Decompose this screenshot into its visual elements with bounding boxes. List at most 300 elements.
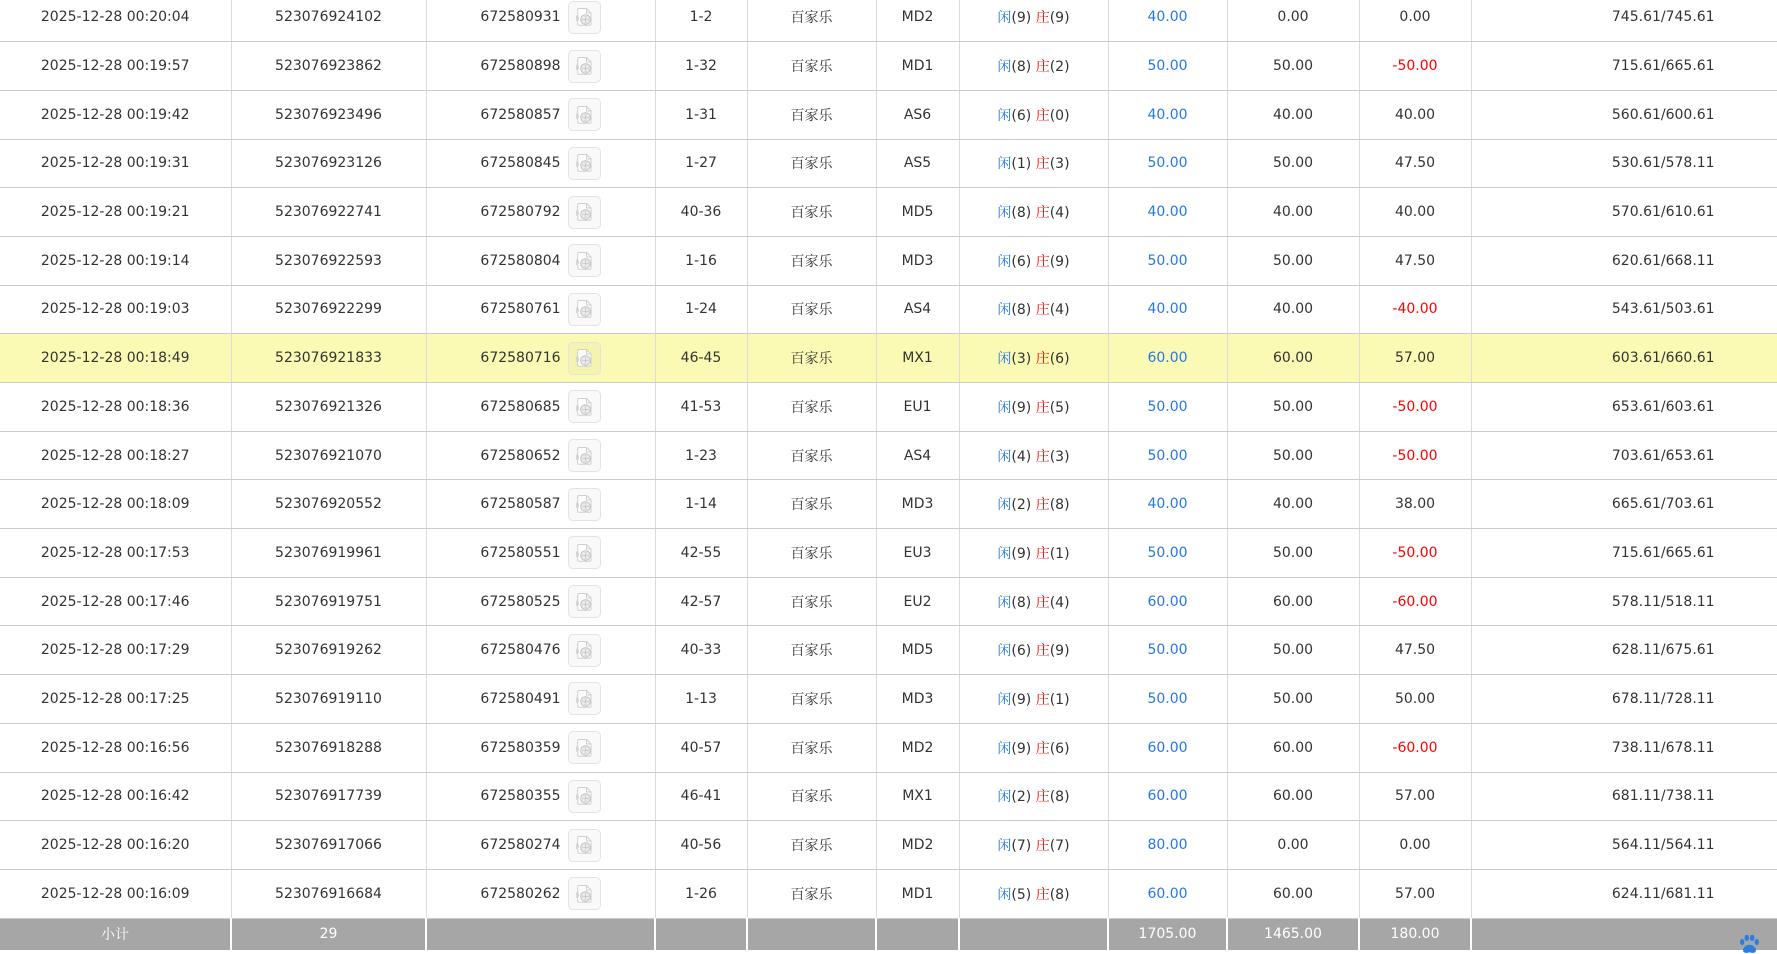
table-row[interactable]: [0, 0, 1777, 42]
replay-video-button[interactable]: [568, 98, 601, 131]
bet-amount-cell: [1108, 869, 1227, 918]
replay-video-button[interactable]: [568, 196, 601, 229]
table-code: AS4: [876, 285, 959, 334]
game-type: 百家乐: [747, 723, 876, 772]
game-type: 百家乐: [747, 529, 876, 578]
win-loss: 57.00: [1359, 869, 1471, 918]
player-score: (8): [1011, 302, 1032, 319]
player-label: 闲: [997, 740, 1012, 757]
banker-label: 庄: [1035, 594, 1050, 611]
player-label: 闲: [997, 351, 1012, 368]
game-id: 672580274: [480, 837, 561, 854]
bet-amount-link[interactable]: 40.00: [1147, 9, 1188, 26]
game-id: 672580857: [480, 106, 561, 123]
shoe-round: 1-31: [655, 90, 747, 139]
player-score: (9): [1011, 691, 1032, 708]
shoe-round: 1-23: [655, 431, 747, 480]
subtotal-valid-total: 1465.00: [1227, 918, 1359, 950]
banker-score: (4): [1049, 205, 1070, 222]
table-code: AS4: [876, 431, 959, 480]
player-label: 闲: [997, 399, 1012, 416]
game-id-cell: [426, 188, 655, 237]
banker-score: (3): [1049, 156, 1070, 173]
player-label: 闲: [997, 10, 1012, 27]
bet-amount-link[interactable]: 40.00: [1147, 106, 1188, 123]
bet-amount-cell: [1108, 0, 1227, 42]
banker-score: (8): [1049, 886, 1070, 903]
game-id-cell: [426, 42, 655, 91]
replay-video-button[interactable]: [568, 50, 601, 83]
player-score: (6): [1011, 107, 1032, 124]
bet-id: 523076923862: [231, 42, 426, 91]
balance-before-after: 578.11/518.11: [1471, 577, 1777, 626]
banker-score: (8): [1049, 789, 1070, 806]
balance-before-after: 681.11/738.11: [1471, 772, 1777, 821]
player-label: 闲: [997, 594, 1012, 611]
bet-amount-link[interactable]: 50.00: [1147, 544, 1188, 561]
player-label: 闲: [997, 59, 1012, 76]
bet-amount-link[interactable]: 50.00: [1147, 690, 1188, 707]
win-loss: 0.00: [1359, 821, 1471, 870]
video-file-icon: [573, 396, 595, 418]
table-row[interactable]: [0, 480, 1777, 529]
bet-id: 523076921833: [231, 334, 426, 383]
game-type: 百家乐: [747, 139, 876, 188]
player-label: 闲: [997, 497, 1012, 514]
banker-label: 庄: [1035, 545, 1050, 562]
game-type: 百家乐: [747, 334, 876, 383]
game-id-cell: [426, 480, 655, 529]
subtotal-record-count: 29: [231, 918, 426, 950]
player-score: (5): [1011, 886, 1032, 903]
game-result: [959, 480, 1108, 529]
banker-score: (4): [1049, 302, 1070, 319]
bet-amount-link[interactable]: 50.00: [1147, 155, 1188, 172]
replay-video-button[interactable]: [568, 488, 601, 521]
table-code: EU3: [876, 529, 959, 578]
subtotal-empty-cell: [747, 918, 876, 950]
game-id: 672580931: [480, 9, 561, 26]
replay-video-button[interactable]: [568, 634, 601, 667]
table-row[interactable]: [0, 188, 1777, 237]
bet-time: 2025-12-28 00:17:46: [0, 577, 231, 626]
game-result: [959, 772, 1108, 821]
win-loss: 50.00: [1359, 675, 1471, 724]
player-score: (9): [1011, 545, 1032, 562]
game-type: 百家乐: [747, 577, 876, 626]
player-score: (3): [1011, 351, 1032, 368]
game-id: 672580761: [480, 301, 561, 318]
game-result: [959, 675, 1108, 724]
subtotal-label: 小计: [0, 918, 231, 950]
win-loss: 57.00: [1359, 334, 1471, 383]
replay-video-button[interactable]: [568, 293, 601, 326]
player-score: (9): [1011, 399, 1032, 416]
player-score: (7): [1011, 838, 1032, 855]
bet-amount-cell: [1108, 821, 1227, 870]
player-label: 闲: [997, 205, 1012, 222]
win-loss: 40.00: [1359, 90, 1471, 139]
table-code: AS6: [876, 90, 959, 139]
subtotal-bet-total: 1705.00: [1108, 918, 1227, 950]
win-loss: -50.00: [1359, 42, 1471, 91]
balance-before-after: 678.11/728.11: [1471, 675, 1777, 724]
subtotal-winloss-total: 180.00: [1359, 918, 1471, 950]
shoe-round: 1-24: [655, 285, 747, 334]
table-code: MD3: [876, 236, 959, 285]
video-file-icon: [573, 347, 595, 369]
table-row[interactable]: [0, 626, 1777, 675]
table-code: MD3: [876, 480, 959, 529]
bet-amount-cell: [1108, 42, 1227, 91]
video-file-icon: [573, 542, 595, 564]
game-id-cell: [426, 383, 655, 432]
video-file-icon: [573, 250, 595, 272]
game-result: [959, 334, 1108, 383]
win-loss: 47.50: [1359, 236, 1471, 285]
table-code: MD1: [876, 42, 959, 91]
banker-score: (6): [1049, 740, 1070, 757]
banker-label: 庄: [1035, 448, 1050, 465]
shoe-round: 41-53: [655, 383, 747, 432]
game-id-cell: [426, 869, 655, 918]
shoe-round: 1-2: [655, 0, 747, 42]
valid-amount: 50.00: [1227, 236, 1359, 285]
video-file-icon: [573, 834, 595, 856]
banker-label: 庄: [1035, 351, 1050, 368]
replay-video-button[interactable]: [568, 536, 601, 569]
balance-before-after: 560.61/600.61: [1471, 90, 1777, 139]
game-id: 672580898: [480, 58, 561, 75]
game-id: 672580355: [480, 788, 561, 805]
balance-before-after: 703.61/653.61: [1471, 431, 1777, 480]
replay-video-button[interactable]: [568, 731, 601, 764]
game-id: 672580792: [480, 204, 561, 221]
bet-amount-link[interactable]: 50.00: [1147, 447, 1188, 464]
subtotal-empty-cell: [1471, 918, 1777, 950]
valid-amount: 40.00: [1227, 285, 1359, 334]
bet-amount-link[interactable]: 50.00: [1147, 252, 1188, 269]
win-loss: 40.00: [1359, 188, 1471, 237]
replay-video-button[interactable]: [568, 342, 601, 375]
bet-time: 2025-12-28 00:19:14: [0, 236, 231, 285]
player-label: 闲: [997, 838, 1012, 855]
bet-time: 2025-12-28 00:17:25: [0, 675, 231, 724]
banker-label: 庄: [1035, 497, 1050, 514]
bet-amount-link[interactable]: 60.00: [1147, 593, 1188, 610]
game-result: [959, 431, 1108, 480]
game-result: [959, 529, 1108, 578]
game-id-cell: [426, 626, 655, 675]
player-label: 闲: [997, 789, 1012, 806]
bet-id: 523076921070: [231, 431, 426, 480]
bet-id: 523076919110: [231, 675, 426, 724]
player-score: (4): [1011, 448, 1032, 465]
video-file-icon: [573, 6, 595, 28]
banker-label: 庄: [1035, 302, 1050, 319]
game-result: [959, 285, 1108, 334]
player-score: (9): [1011, 10, 1032, 27]
player-score: (1): [1011, 156, 1032, 173]
balance-before-after: 543.61/503.61: [1471, 285, 1777, 334]
bet-id: 523076919262: [231, 626, 426, 675]
banker-score: (6): [1049, 351, 1070, 368]
table-row[interactable]: [0, 675, 1777, 724]
bet-amount-cell: [1108, 772, 1227, 821]
table-code: MD2: [876, 0, 959, 42]
bet-id: 523076923126: [231, 139, 426, 188]
bet-amount-link[interactable]: 40.00: [1147, 204, 1188, 221]
subtotal-empty-cell: [959, 918, 1108, 950]
bet-time: 2025-12-28 00:16:56: [0, 723, 231, 772]
game-type: 百家乐: [747, 285, 876, 334]
banker-label: 庄: [1035, 886, 1050, 903]
replay-video-button[interactable]: [568, 780, 601, 813]
banker-label: 庄: [1035, 789, 1050, 806]
video-file-icon: [573, 298, 595, 320]
bet-amount-link[interactable]: 40.00: [1147, 496, 1188, 513]
table-row[interactable]: [0, 334, 1777, 383]
bet-time: 2025-12-28 00:18:36: [0, 383, 231, 432]
valid-amount: 60.00: [1227, 772, 1359, 821]
game-id-cell: [426, 139, 655, 188]
game-result: [959, 723, 1108, 772]
valid-amount: 60.00: [1227, 334, 1359, 383]
game-type: 百家乐: [747, 821, 876, 870]
game-id-cell: [426, 772, 655, 821]
valid-amount: 50.00: [1227, 529, 1359, 578]
table-code: MD2: [876, 723, 959, 772]
table-row[interactable]: [0, 42, 1777, 91]
shoe-round: 1-32: [655, 42, 747, 91]
replay-video-button[interactable]: [568, 585, 601, 618]
video-file-icon: [573, 639, 595, 661]
table-row[interactable]: [0, 577, 1777, 626]
game-id: 672580525: [480, 593, 561, 610]
valid-amount: 40.00: [1227, 480, 1359, 529]
video-file-icon: [573, 591, 595, 613]
table-row[interactable]: [0, 869, 1777, 918]
banker-label: 庄: [1035, 156, 1050, 173]
bet-amount-cell: [1108, 723, 1227, 772]
bet-id: 523076921326: [231, 383, 426, 432]
replay-video-button[interactable]: [568, 244, 601, 277]
table-row[interactable]: [0, 821, 1777, 870]
player-score: (8): [1011, 59, 1032, 76]
table-row[interactable]: [0, 236, 1777, 285]
table-row[interactable]: [0, 139, 1777, 188]
bet-amount-link[interactable]: 80.00: [1147, 837, 1188, 854]
shoe-round: 42-57: [655, 577, 747, 626]
valid-amount: 40.00: [1227, 188, 1359, 237]
bet-amount-cell: [1108, 285, 1227, 334]
bet-amount-link[interactable]: 60.00: [1147, 350, 1188, 367]
bet-id: 523076922299: [231, 285, 426, 334]
game-id-cell: [426, 285, 655, 334]
game-type: 百家乐: [747, 188, 876, 237]
replay-video-button[interactable]: [568, 682, 601, 715]
balance-before-after: 745.61/745.61: [1471, 0, 1777, 42]
player-score: (8): [1011, 594, 1032, 611]
shoe-round: 40-33: [655, 626, 747, 675]
player-label: 闲: [997, 886, 1012, 903]
shoe-round: 40-57: [655, 723, 747, 772]
bet-amount-link[interactable]: 40.00: [1147, 301, 1188, 318]
game-type: 百家乐: [747, 869, 876, 918]
bet-id: 523076923496: [231, 90, 426, 139]
bet-amount-link[interactable]: 50.00: [1147, 398, 1188, 415]
banker-score: (1): [1049, 691, 1070, 708]
table-row[interactable]: [0, 285, 1777, 334]
valid-amount: 50.00: [1227, 383, 1359, 432]
bet-amount-cell: [1108, 431, 1227, 480]
banker-label: 庄: [1035, 205, 1050, 222]
balance-before-after: 624.11/681.11: [1471, 869, 1777, 918]
game-id-cell: [426, 431, 655, 480]
bet-time: 2025-12-28 00:16:42: [0, 772, 231, 821]
valid-amount: 50.00: [1227, 675, 1359, 724]
balance-before-after: 715.61/665.61: [1471, 529, 1777, 578]
banker-label: 庄: [1035, 740, 1050, 757]
win-loss: -40.00: [1359, 285, 1471, 334]
table-row[interactable]: [0, 529, 1777, 578]
banker-label: 庄: [1035, 253, 1050, 270]
replay-video-button[interactable]: [568, 390, 601, 423]
video-file-icon: [573, 152, 595, 174]
video-file-icon: [573, 201, 595, 223]
subtotal-empty-cell: [655, 918, 747, 950]
video-file-icon: [573, 883, 595, 905]
replay-video-button[interactable]: [568, 1, 601, 34]
game-id-cell: [426, 723, 655, 772]
banker-score: (5): [1049, 399, 1070, 416]
banker-label: 庄: [1035, 643, 1050, 660]
balance-before-after: 715.61/665.61: [1471, 42, 1777, 91]
valid-amount: 60.00: [1227, 577, 1359, 626]
table-row[interactable]: [0, 772, 1777, 821]
video-file-icon: [573, 55, 595, 77]
bet-id: 523076917066: [231, 821, 426, 870]
bet-amount-link[interactable]: 50.00: [1147, 642, 1188, 659]
replay-video-button[interactable]: [568, 877, 601, 910]
bet-amount-link[interactable]: 60.00: [1147, 885, 1188, 902]
win-loss: 0.00: [1359, 0, 1471, 42]
shoe-round: 40-36: [655, 188, 747, 237]
banker-score: (4): [1049, 594, 1070, 611]
bet-amount-cell: [1108, 236, 1227, 285]
balance-before-after: 603.61/660.61: [1471, 334, 1777, 383]
banker-label: 庄: [1035, 691, 1050, 708]
game-type: 百家乐: [747, 383, 876, 432]
game-result: [959, 383, 1108, 432]
game-id-cell: [426, 675, 655, 724]
valid-amount: 60.00: [1227, 723, 1359, 772]
game-type: 百家乐: [747, 480, 876, 529]
player-label: 闲: [997, 643, 1012, 660]
player-score: (6): [1011, 643, 1032, 660]
player-score: (2): [1011, 789, 1032, 806]
game-id: 672580491: [480, 690, 561, 707]
bet-amount-cell: [1108, 334, 1227, 383]
bet-time: 2025-12-28 00:20:04: [0, 0, 231, 42]
banker-score: (0): [1049, 107, 1070, 124]
game-type: 百家乐: [747, 772, 876, 821]
game-result: [959, 236, 1108, 285]
bet-time: 2025-12-28 00:19:03: [0, 285, 231, 334]
balance-before-after: 628.11/675.61: [1471, 626, 1777, 675]
bet-amount-cell: [1108, 90, 1227, 139]
game-id-cell: [426, 0, 655, 42]
win-loss: -50.00: [1359, 383, 1471, 432]
shoe-round: 1-26: [655, 869, 747, 918]
banker-score: (3): [1049, 448, 1070, 465]
bet-amount-link[interactable]: 50.00: [1147, 58, 1188, 75]
game-id: 672580587: [480, 496, 561, 513]
replay-video-button[interactable]: [568, 829, 601, 862]
player-score: (9): [1011, 740, 1032, 757]
table-code: MX1: [876, 772, 959, 821]
video-file-icon: [573, 785, 595, 807]
game-result: [959, 90, 1108, 139]
win-loss: -50.00: [1359, 529, 1471, 578]
game-id-cell: [426, 236, 655, 285]
bet-time: 2025-12-28 00:18:49: [0, 334, 231, 383]
win-loss: -60.00: [1359, 723, 1471, 772]
banker-score: (2): [1049, 59, 1070, 76]
game-result: [959, 626, 1108, 675]
table-code: MD3: [876, 675, 959, 724]
game-type: 百家乐: [747, 675, 876, 724]
game-result: [959, 42, 1108, 91]
valid-amount: 50.00: [1227, 139, 1359, 188]
replay-video-button[interactable]: [568, 147, 601, 180]
bet-id: 523076917739: [231, 772, 426, 821]
bet-amount-cell: [1108, 529, 1227, 578]
bet-time: 2025-12-28 00:19:57: [0, 42, 231, 91]
valid-amount: 50.00: [1227, 42, 1359, 91]
table-row[interactable]: [0, 431, 1777, 480]
game-result: [959, 188, 1108, 237]
bet-amount-cell: [1108, 139, 1227, 188]
balance-before-after: 653.61/603.61: [1471, 383, 1777, 432]
table-code: EU1: [876, 383, 959, 432]
bet-amount-cell: [1108, 383, 1227, 432]
banker-label: 庄: [1035, 107, 1050, 124]
win-loss: 38.00: [1359, 480, 1471, 529]
game-id: 672580804: [480, 252, 561, 269]
game-result: [959, 577, 1108, 626]
game-id: 672580845: [480, 155, 561, 172]
video-file-icon: [573, 737, 595, 759]
player-label: 闲: [997, 691, 1012, 708]
bet-id: 523076922593: [231, 236, 426, 285]
table-row[interactable]: [0, 723, 1777, 772]
table-row[interactable]: [0, 90, 1777, 139]
bet-time: 2025-12-28 00:16:20: [0, 821, 231, 870]
bet-amount-link[interactable]: 60.00: [1147, 739, 1188, 756]
customer-service-paw-icon[interactable]: [1737, 931, 1762, 954]
replay-video-button[interactable]: [568, 439, 601, 472]
balance-before-after: 738.11/678.11: [1471, 723, 1777, 772]
game-id: 672580476: [480, 642, 561, 659]
bet-amount-link[interactable]: 60.00: [1147, 788, 1188, 805]
banker-score: (9): [1049, 10, 1070, 27]
game-result: [959, 139, 1108, 188]
game-result: [959, 821, 1108, 870]
table-row[interactable]: [0, 383, 1777, 432]
shoe-round: 1-13: [655, 675, 747, 724]
game-id: 672580262: [480, 885, 561, 902]
